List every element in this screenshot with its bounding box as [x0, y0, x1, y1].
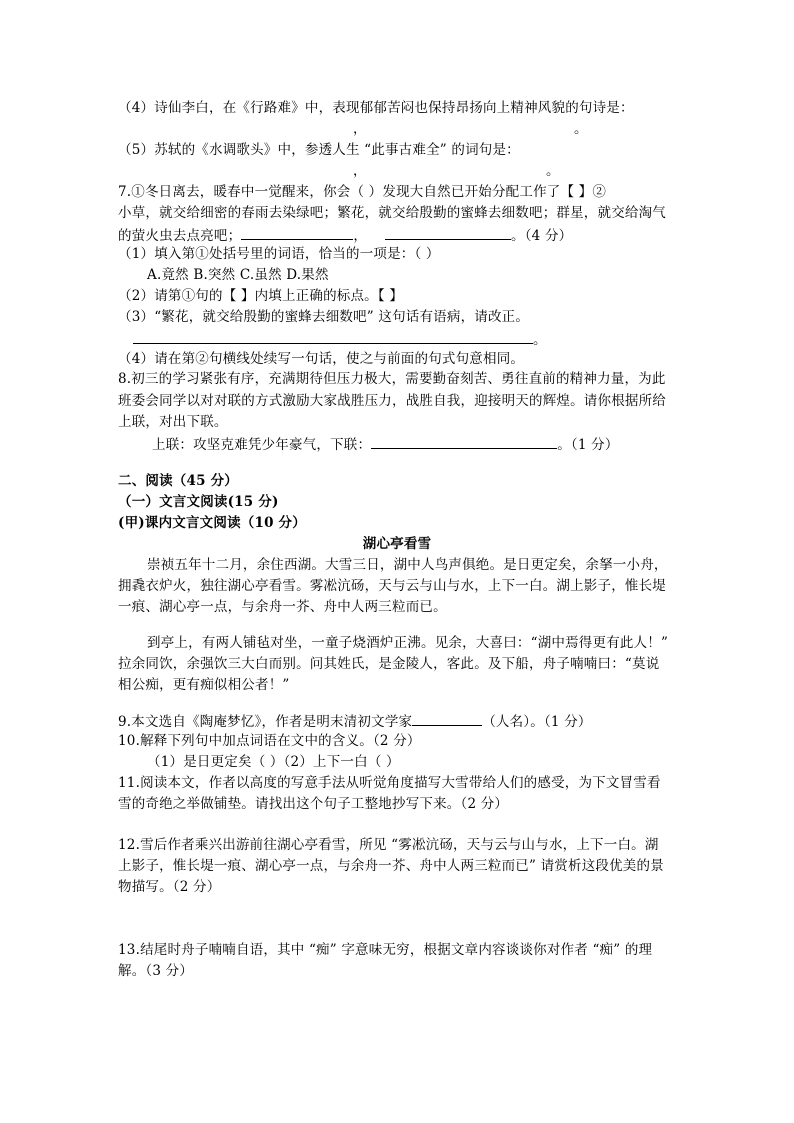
- section-2-1a-heading: (甲)课内文言文阅读（10 分）: [118, 515, 306, 531]
- q7-blank-2[interactable]: [385, 225, 511, 240]
- q9: [118, 711, 592, 731]
- q5-prompt: （5）苏轼的《水调歌头》中，参透人生 “此事古难全” 的词句是：: [118, 142, 520, 158]
- q12-line-3: 物描写。（2 分）: [118, 879, 221, 895]
- q4-answer-period: 。: [574, 121, 588, 137]
- q12-line-2: 上影子，惟长堤一痕、湖心亭一点，与余舟一芥、舟中人两三粒而已” 请赏析这段优美的景: [118, 858, 664, 874]
- q8-line-1: 8.初三的学习紧张有序，充满期待但压力极大，需要勤奋刻苦、勇往直前的精神力量，为此: [118, 371, 666, 387]
- q13-line-2: 解。（3 分）: [118, 963, 194, 979]
- q10: 10.解释下列句中加点词语在文中的含义。（2 分）: [118, 733, 421, 749]
- q5-answer-comma: ，: [353, 163, 367, 179]
- q10-items: （1）是日更定矣（ ）（2）上下一白（ ）: [147, 754, 400, 770]
- q7-line-3-end: 。（4 分）: [511, 228, 573, 244]
- q7-sub-3-blank[interactable]: [133, 329, 533, 344]
- q7-line-1: 7.①冬日离去，暖春中一觉醒来，你会（ ）发现大自然已开始分配工作了【 】②: [118, 184, 607, 200]
- section-2-1-heading: （一）文言文阅读(15 分): [118, 494, 279, 510]
- section-2-heading: 二、阅读（45 分）: [118, 473, 238, 489]
- q8-couplet-blank[interactable]: [371, 434, 557, 449]
- q7-line-2: 小草，就交给细密的春雨去染绿吧；繁花，就交给殷勤的蜜蜂去细数吧；群星，就交给淘气: [118, 205, 666, 221]
- essay-title: 湖心亭看雪: [362, 536, 432, 552]
- q7-options: A.竟然 B.突然 C.虽然 D.果然: [147, 267, 329, 283]
- q11-line-2: 雪的奇绝之举做铺垫。请找出这个句子工整地抄写下来。（2 分）: [118, 796, 509, 812]
- paragraph-1-line-3: 一痕、湖心亭一点，与余舟一芥、舟中人两三粒而已。: [118, 599, 447, 615]
- q8-couplet-end: 。（1 分）: [557, 437, 619, 453]
- q5-answer-period: 。: [546, 163, 560, 179]
- q8-line-2: 班委会同学以对对联的方式激励大家战胜压力，战胜自我，迎接明天的辉煌。请你根据所给: [118, 393, 666, 409]
- q8-couplet: [152, 434, 619, 454]
- paragraph-2-line-2: 拉余同饮，余强饮三大白而别。问其姓氏，是金陵人，客此。及下船，舟子喃喃曰：“莫说: [118, 656, 660, 672]
- q8-couplet-upper: 上联：攻坚克难凭少年豪气，下联：: [152, 437, 372, 453]
- paragraph-1-line-1: 崇祯五年十二月，余住西湖。大雪三日，湖中人鸟声俱绝。是日更定矣，余拏一小舟，: [147, 557, 668, 573]
- q13-line-1: 13.结尾时舟子喃喃自语，其中 “痴” 字意味无穷，根据文章内容谈谈你对作者 “痴” 的理: [118, 942, 653, 958]
- q11-line-1: 11.阅读本文，作者以高度的写意手法从听觉角度描写大雪带给人们的感受，为下文冒雪看: [118, 775, 661, 791]
- q9-text: 9.本文选自《陶庵梦忆》，作者是明末清初文学家: [118, 714, 413, 730]
- q7-line-3: [118, 225, 572, 245]
- q7-line-3-text: 的萤火虫去点亮吧；: [118, 228, 242, 244]
- paragraph-2-line-3: 相公痴，更有痴似相公者！”: [118, 677, 290, 693]
- paragraph-1-line-2: 拥毳衣炉火，独往湖心亭看雪。雾凇沆砀，天与云与山与水，上下一白。湖上影子，惟长堤: [118, 578, 666, 594]
- q4-answer-comma: ，: [353, 121, 367, 137]
- q7-sub-3-answer: [133, 329, 547, 349]
- paragraph-2-line-1: 到亭上，有两人铺毡对坐，一童子烧酒炉正沸。见余，大喜曰：“湖中焉得更有此人！”: [147, 635, 669, 651]
- q7-sub-3: （3）“繁花，就交给殷勤的蜜蜂去细数吧” 这句话有语病，请改正。: [118, 309, 530, 325]
- q7-sub-4: （4）请在第②句横线处续写一句话，使之与前面的句式句意相同。: [118, 351, 525, 367]
- q9-end: （人名）。（1 分）: [482, 714, 592, 730]
- q7-blank-1[interactable]: [241, 225, 353, 240]
- q7-sub-3-end: 。: [533, 332, 547, 348]
- q12-line-1: 12.雪后作者乘兴出游前往湖心亭看雪，所见 “雾凇沆砀，天与云与山与水，上下一白。湖: [118, 837, 659, 853]
- q7-sub-2: （2）请第①句的【 】内填上正确的标点。【 】: [118, 288, 404, 304]
- q8-line-3: 上联，对出下联。: [118, 414, 228, 430]
- q7-line-3-comma: ，: [353, 228, 368, 244]
- q7-sub-1: （1）填入第①处括号里的词语，恰当的一项是：（ ）: [118, 246, 440, 262]
- q9-blank[interactable]: [412, 711, 482, 726]
- q4-prompt: （4）诗仙李白，在《行路难》中，表现郁郁苦闷也保持昂扬向上精神风貌的句诗是：: [118, 100, 634, 116]
